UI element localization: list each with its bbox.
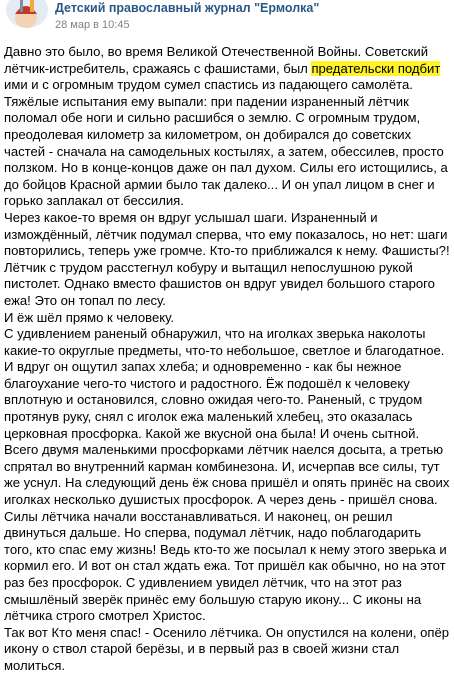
paragraph-1: Давно это было, во время Великой Отечественной Войны. Советский лётчик-истребитель, сражаясь с фашистами, был предательски подбит ими и с огромным трудом сумел спастись из падающего самолёта. Тяжёлые испытания ему выпали: при падении израненный лётчик поломал обе ноги и сильно расшибся о землю. С огромным трудом, преодолевая километр за километром, он добирался до советских частей - сначала на самодельных костылях, а затем, обессилев, просто ползком. Но в конце-концов даже он пал духом. Силы его истощились, а до бойцов Красной армии было так далеко... И он упал лицом в снег и горько заплакал от бессилия. — [4, 44, 448, 209]
post-header — [0, 0, 454, 32]
paragraph-2: Через какое-то время он вдруг услышал шаги. Израненный и измождённый, лётчик подумал сперва, что ему показалось, но нет: шаги повторились, теперь уже громче. Кто-то приближался к нему. Фашисты?! Лётчик с трудом расстегнул кобуру и вытащил непослушною рукой пистолет. Однако вместо фашистов он вдруг увидел большого старого ежа! Это он топал по лесу. — [4, 209, 450, 308]
highlighted-phrase: предательски подбит — [311, 60, 441, 76]
paragraph-4: С удивлением раненый обнаружил, что на иголках зверька наколоты какие-то округлые предметы, что-то небольшое, светлое и благодатное. И вдруг он ощутил запах хлеба; и одновременно - как бы нежное благоухание чего-то чистого и радостного. Ёж подошёл к человеку вплотную и остановился, словно ожидая чего-то. Раненый, с трудом протянув руку, снял с иголок ежа маленький хлебец, это оказалась церковная просфорка. Какой же вкусной она была! И очень сытной. Всего двумя маленькими просфорками лётчик наелся досыта, а третью спрятал во внутренний карман комбинезона. И, исчерпав все силы, тут же уснул. На следующий день ёж снова пришёл и опять принёс на своих иголках несколько душистых просфорок. А через день - пришёл снова. Силы лётчика начали восстанавливаться. И наконец, он решил двинуться дальше. Но сперва, подумал лётчик, надо поблагодарить того, кто спас ему жизнь! Ведь кто-то же посылал к нему этого зверька и кормил его. И вот он стал ждать ежа. Тот пришёл как обычно, но на этот раз без просфорок. С удивлением увидел лётчик, что на этот раз смышлёный зверёк принёс ему большую старую икону... С иконы на лётчика строго смотрел Христос. — [4, 326, 450, 624]
post-text — [4, 44, 452, 675]
paragraph-3: И ёж шёл прямо к человеку. — [4, 309, 174, 325]
post-date[interactable]: 28 мар в 10:45 — [55, 19, 130, 31]
community-avatar[interactable] — [6, 0, 48, 28]
community-name-link[interactable]: Детский православный журнал "Ермолка" — [55, 1, 320, 15]
paragraph-5: Так вот Кто меня спас! - Осенило лётчика. Он опустился на колени, опёр икону о ствол старой берёзы, и в первый раз в своей жизни стал молиться. — [4, 624, 450, 673]
